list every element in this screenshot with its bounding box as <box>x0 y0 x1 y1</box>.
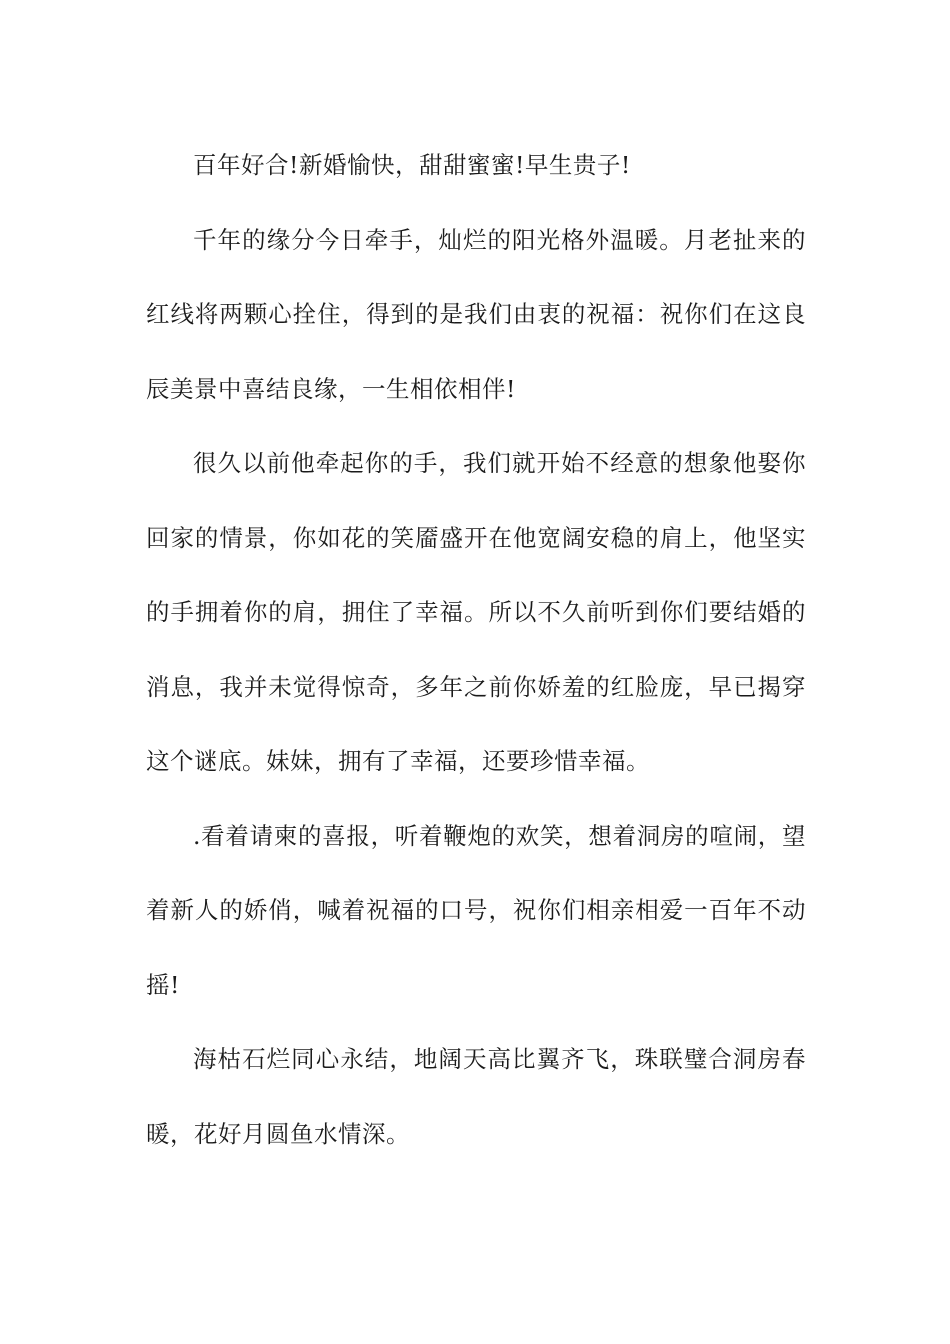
paragraph-blessing-fate: 千年的缘分今日牵手，灿烂的阳光格外温暖。月老扯来的红线将两颗心拴住，得到的是我们由衷的祝福：祝你们在这良辰美景中喜结良缘，一生相依相伴! <box>146 225 806 403</box>
paragraph-blessing-idioms: 海枯石烂同心永结，地阔天高比翼齐飞，珠联璧合洞房春暖，花好月圆鱼水情深。 <box>146 1045 806 1148</box>
paragraph-blessing-sister: 很久以前他牵起你的手，我们就开始不经意的想象他娶你回家的情景，你如花的笑靥盛开在他宽阔安稳的肩上，他坚实的手拥着你的肩，拥住了幸福。所以不久前听到你们要结婚的消息，我并未觉得惊奇，多年之前你娇羞的红脸庞，早已揭穿这个谜底。妹妹，拥有了幸福，还要珍惜幸福。 <box>146 449 806 775</box>
document-body <box>146 128 806 1171</box>
paragraph-blessing-short: 百年好合!新婚愉快，甜甜蜜蜜!早生贵子! <box>193 151 631 179</box>
paragraph-blessing-invitation: .看着请柬的喜报，听着鞭炮的欢笑，想着洞房的喧闹，望着新人的娇俏，喊着祝福的口号，祝你们相亲相爱一百年不动摇! <box>146 821 806 999</box>
